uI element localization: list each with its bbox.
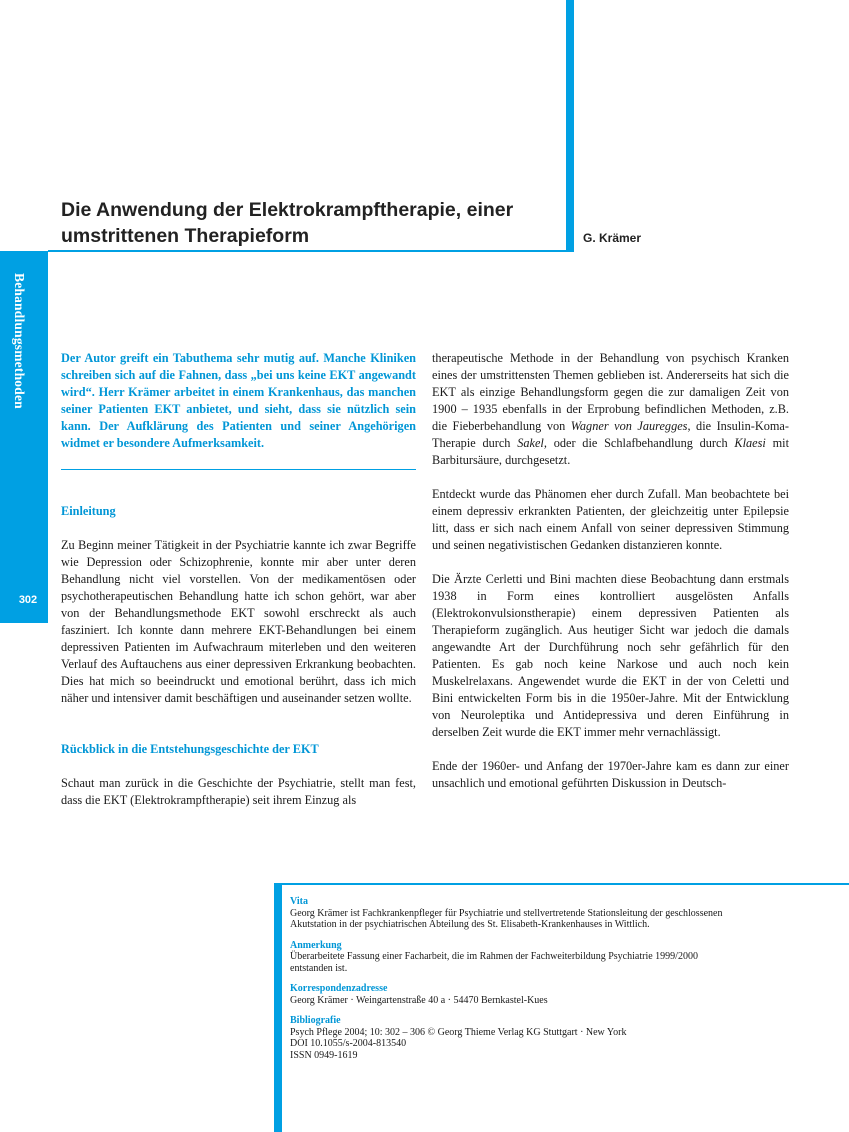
article-title-line-2: umstrittenen Therapieform [61,225,310,247]
address-heading: Korrespondenzadresse [290,983,388,994]
vita-line-2: Akutstation in der psychiatrischen Abteilung des St. Elisabeth-Krankenhauses in Wittlich. [290,919,650,930]
note-line-1: Überarbeitete Fassung einer Facharbeit, die im Rahmen der Fachweiterbildung Psychiatrie 1999/2000 [290,951,698,962]
right-paragraph-3: Die Ärzte Cerletti und Bini machten diese Beobachtung dann erstmals 1938 in Form eines kontrolliert ausgelösten Anfalls (Elektrokonvulsionstherapie) einem depressiven Patienten als Therapieform zugänglich. Aus heutiger Sicht war jedoch die damals angewandte Art der Durchführung noch sehr gefährlich für den Patienten. Es gab noch keine Narkose und auch noch kein Muskelrelaxans. Angewendet wurde die EKT in der von Celetti und Bini entwickelten Form bis in die 1950er-Jahre. Mit der Entwicklung von Neuroleptika und Antidepressiva und deren Einführung in derselben Zeit wurde die EKT immer mehr vernachlässigt. [432,572,789,739]
vita-heading: Vita [290,896,308,907]
address-block [290,983,790,1006]
article-title [61,197,561,249]
left-column [61,350,416,452]
infobox-top-line [274,883,849,885]
lead-divider [61,469,416,470]
biblio-line-1: Psych Pflege 2004; 10: 302 – 306 © Georg Thieme Verlag KG Stuttgart · New York [290,1026,627,1038]
article-author: G. Krämer [583,231,642,245]
left-column-body [61,503,416,809]
infobox-left-bar [274,883,282,1132]
article-title-line-1: Die Anwendung der Elektrokrampftherapie, einer [61,199,514,221]
biblio-line-3: ISSN 0949-1619 [290,1049,358,1061]
biblio-heading: Bibliografie [290,1015,341,1026]
heading-rueckblick: Rückblick in die Entstehungsgeschichte der EKT [61,742,319,756]
article-lead: Der Autor greift ein Tabuthema sehr mutig auf. Manche Kliniken schreiben sich auf die Fahnen, dass „bei uns keine EKT angewandt wird“. Herr Krämer arbeitet in einem Krankenhaus, das manchen seiner Patienten EKT anbietet, und sieht, dass sie nützlich sein kann. Der Aufklärung des Patienten und seiner Angehörigen widmet er besondere Aufmerksamkeit. [61,351,416,450]
biblio-line-2: DOI 10.1055/s-2004-813540 [290,1038,407,1049]
vita-block [290,896,790,931]
note-heading: Anmerkung [290,939,342,951]
right-paragraph-2: Entdeckt wurde das Phänomen eher durch Zufall. Man beobachtete bei einem depressiv erkrankten Patienten, der gleichzeitig unter Epilepsie litt, dass er sich nach einem Anfall von seiner depressiven Stimmung und seinen negativistischen Gedanken distanzieren konnte. [432,487,789,552]
p1-text-b: , die Insulin-Koma-Therapie durch [432,419,789,450]
title-underline [48,250,574,252]
page-number: 302 [18,594,38,606]
right-paragraph-1 [432,350,789,469]
header-vertical-accent-bar [566,0,574,251]
intro-paragraph: Zu Beginn meiner Tätigkeit in der Psychiatrie kannte ich zwar Begriffe wie Depression oder Schizophrenie, konnte mir aber unter deren Behandlung nicht viel vorstellen. Von der medikamentösen oder psychotherapeutischen Behandlung hatte ich schon gehört, war aber von der Behandlungsmethode EKT sowohl erschreckt als auch fasziniert. Ich konnte dann mehrere EKT-Behandlungen bei einem depressiven Patienten im Aufwachraum miterleben und den weiteren Verlauf des Auftauchens aus einer depressiven Erkrankung beobachten. Dies hat mich so beeindruckt und emotional berührt, dass ich mich näher und intensiver damit beschäftigen und auseinander setzen wollte. [61,538,416,705]
right-column [432,350,789,792]
p1-name-sakel: Sakel, [517,436,547,450]
history-paragraph: Schaut man zurück in die Geschichte der Psychiatrie, stellt man fest, dass die EKT (Elektrokrampftherapie) seit ihrem Einzug als [61,776,416,807]
note-block [290,940,790,975]
p1-name-wagner: Wagner von Jauregges [570,419,688,433]
vita-line-1: Georg Krämer ist Fachkrankenpfleger für Psychiatrie und stellvertretende Stationsleitung der geschlossenen [290,907,723,919]
p1-name-klaesi: Klaesi [734,436,766,450]
biblio-block [290,1015,790,1061]
address-line: Georg Krämer · Weingartenstraße 40 a · 54470 Bernkastel-Kues [290,994,548,1006]
section-tab-label: Behandlungsmethoden [12,273,27,409]
p1-text-a: therapeutische Methode in der Behandlung von psychisch Kranken eines der umstrittensten Themen geblieben ist. Andererseits hat sich die EKT als einzige Behandlungsform gegen die zur damaligen Zeit von 1900 – 1935 ebenfalls in der Erprobung befindlichen Methoden, z.B. die Fieberbehandlung von [432,351,789,433]
note-line-2: entstanden ist. [290,962,348,974]
info-box [290,896,790,1070]
p1-text-c: oder die Schlafbehandlung durch [546,436,735,450]
heading-einleitung: Einleitung [61,504,116,518]
p1-text-d: mit Barbitursäure, durchgesetzt. [432,436,790,467]
right-paragraph-4: Ende der 1960er- und Anfang der 1970er-Jahre kam es dann zur einer unsachlich und emotional geführten Diskussion in Deutsch- [432,759,789,790]
